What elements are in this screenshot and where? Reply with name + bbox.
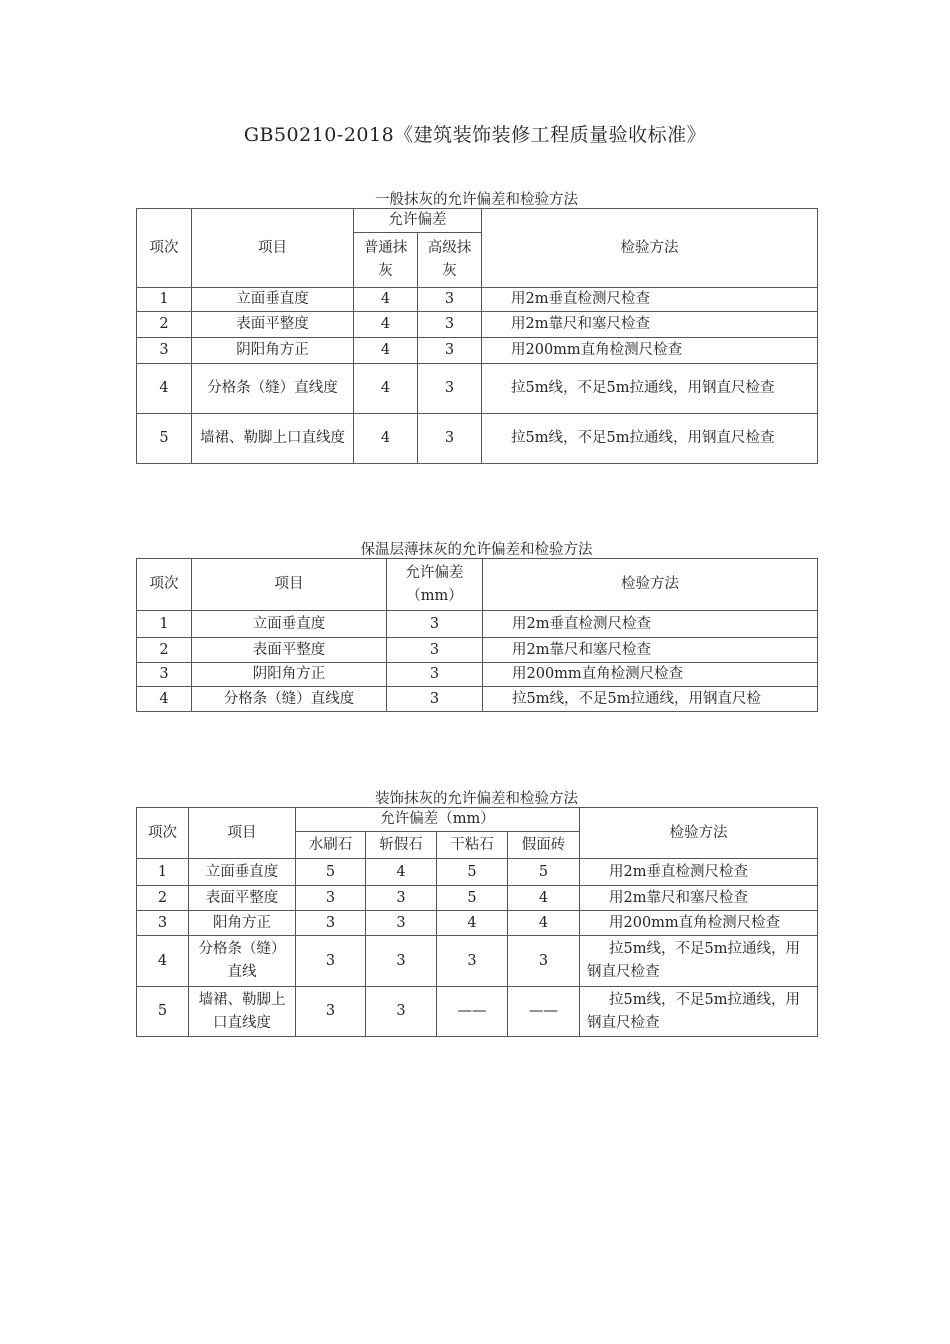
row-value: 3 bbox=[366, 886, 437, 911]
table-row bbox=[137, 859, 818, 886]
document-title: GB50210-2018《建筑装饰装修工程质量验收标准》 bbox=[243, 124, 707, 146]
row-value: 3 bbox=[296, 911, 366, 936]
row-method bbox=[482, 414, 818, 464]
row-no: 1 bbox=[137, 288, 192, 312]
row-item: 墙裙、勒脚上口直线度 bbox=[189, 987, 296, 1037]
row-value: 3 bbox=[508, 936, 580, 987]
table-row bbox=[137, 312, 818, 338]
row-item: 表面平整度 bbox=[189, 886, 296, 911]
row-value: 5 bbox=[296, 859, 366, 886]
row-no: 4 bbox=[137, 364, 192, 414]
row-value: 3 bbox=[366, 936, 437, 987]
row-no: 5 bbox=[137, 414, 192, 464]
row-item: 阴阳角方正 bbox=[192, 338, 354, 364]
row-normal: 4 bbox=[354, 288, 418, 312]
table-row bbox=[137, 414, 818, 464]
row-method-text: 拉5m线，不足5m拉通线，用钢直尺检查 bbox=[587, 941, 800, 980]
row-value: 5 bbox=[508, 859, 580, 886]
row-value: 4 bbox=[508, 886, 580, 911]
row-no: 3 bbox=[137, 911, 189, 936]
row-method-text: 拉5m线，不足5m拉通线，用钢直尺检查 bbox=[587, 991, 800, 1031]
header-ganzhanshi: 干粘石 bbox=[437, 832, 508, 859]
row-method-text: 用2m靠尺和塞尺检查 bbox=[512, 641, 651, 658]
header-tolerance: 允许偏差 bbox=[354, 209, 482, 233]
table-row bbox=[137, 687, 818, 712]
header-tolerance: 允许偏差（mm） bbox=[296, 808, 580, 832]
row-advanced: 3 bbox=[418, 288, 482, 312]
table-row bbox=[137, 611, 818, 638]
row-value: 3 bbox=[296, 987, 366, 1037]
row-no: 3 bbox=[137, 338, 192, 364]
row-value: 3 bbox=[366, 911, 437, 936]
row-method bbox=[483, 611, 818, 638]
general-plaster-table bbox=[136, 208, 818, 464]
row-method-text: 用2m靠尺和塞尺检查 bbox=[511, 316, 650, 332]
header-zhanjiashi: 斩假石 bbox=[366, 832, 437, 859]
row-item: 分格条（缝）直线 bbox=[189, 936, 296, 987]
row-method-text: 用2m垂直检测尺检查 bbox=[512, 615, 651, 632]
row-no: 1 bbox=[137, 611, 192, 638]
row-no: 4 bbox=[137, 687, 192, 712]
table-row bbox=[137, 886, 818, 911]
row-no: 2 bbox=[137, 886, 189, 911]
table-row bbox=[137, 987, 818, 1037]
row-method-text: 拉5m线，不足5m拉通线，用钢直尺检查 bbox=[511, 430, 775, 446]
row-tolerance: 3 bbox=[387, 638, 483, 663]
row-item: 立面垂直度 bbox=[192, 288, 354, 312]
row-method bbox=[580, 911, 818, 936]
row-method-text: 用200mm直角检测尺检查 bbox=[511, 342, 683, 358]
row-value: —— bbox=[508, 987, 580, 1037]
header-jiamianzhuan: 假面砖 bbox=[508, 832, 580, 859]
row-item: 阴阳角方正 bbox=[192, 663, 387, 687]
row-advanced: 3 bbox=[418, 364, 482, 414]
row-no: 1 bbox=[137, 859, 189, 886]
row-value: —— bbox=[437, 987, 508, 1037]
header-shuishuashi: 水刷石 bbox=[296, 832, 366, 859]
row-value: 3 bbox=[437, 936, 508, 987]
row-no: 2 bbox=[137, 638, 192, 663]
table2-caption: 保温层薄抹灰的允许偏差和检验方法 bbox=[360, 542, 593, 558]
row-method bbox=[483, 663, 818, 687]
row-normal: 4 bbox=[354, 414, 418, 464]
row-method-text: 用2m靠尺和塞尺检查 bbox=[609, 889, 748, 906]
header-method: 检验方法 bbox=[580, 808, 818, 859]
row-value: 4 bbox=[508, 911, 580, 936]
row-method bbox=[482, 312, 818, 338]
row-method bbox=[483, 638, 818, 663]
header-item: 项目 bbox=[192, 209, 354, 288]
row-item: 表面平整度 bbox=[192, 638, 387, 663]
row-value: 5 bbox=[437, 859, 508, 886]
header-no: 项次 bbox=[137, 808, 189, 859]
row-normal: 4 bbox=[354, 338, 418, 364]
table1-caption: 一般抹灰的允许偏差和检验方法 bbox=[375, 192, 578, 208]
table-row bbox=[137, 288, 818, 312]
header-method: 检验方法 bbox=[482, 209, 818, 288]
header-item: 项目 bbox=[192, 559, 387, 611]
row-normal: 4 bbox=[354, 312, 418, 338]
table-row bbox=[137, 638, 818, 663]
row-method bbox=[482, 338, 818, 364]
decorative-plaster-table bbox=[136, 807, 818, 1037]
row-item: 分格条（缝）直线度 bbox=[192, 687, 387, 712]
insulation-plaster-table bbox=[136, 558, 818, 712]
row-advanced: 3 bbox=[418, 312, 482, 338]
row-method bbox=[580, 987, 818, 1037]
row-no: 2 bbox=[137, 312, 192, 338]
row-value: 4 bbox=[366, 859, 437, 886]
header-item: 项目 bbox=[189, 808, 296, 859]
row-no: 3 bbox=[137, 663, 192, 687]
row-method bbox=[482, 364, 818, 414]
row-item: 分格条（缝）直线度 bbox=[192, 364, 354, 414]
table-row bbox=[137, 338, 818, 364]
row-method-text: 用200mm直角检测尺检查 bbox=[609, 914, 781, 931]
row-method bbox=[580, 886, 818, 911]
row-value: 3 bbox=[296, 936, 366, 987]
row-method-text: 拉5m线，不足5m拉通线，用钢直尺检查 bbox=[511, 380, 775, 396]
row-item: 立面垂直度 bbox=[189, 859, 296, 886]
row-tolerance: 3 bbox=[387, 611, 483, 638]
header-method: 检验方法 bbox=[483, 559, 818, 611]
table3-caption: 装饰抹灰的允许偏差和检验方法 bbox=[375, 791, 578, 807]
row-tolerance: 3 bbox=[387, 687, 483, 712]
header-no: 项次 bbox=[137, 559, 192, 611]
row-method-text: 用2m垂直检测尺检查 bbox=[511, 291, 650, 307]
row-normal: 4 bbox=[354, 364, 418, 414]
row-item: 表面平整度 bbox=[192, 312, 354, 338]
row-value: 5 bbox=[437, 886, 508, 911]
table-row bbox=[137, 911, 818, 936]
row-advanced: 3 bbox=[418, 414, 482, 464]
row-no: 4 bbox=[137, 936, 189, 987]
row-item: 墙裙、勒脚上口直线度 bbox=[192, 414, 354, 464]
row-advanced: 3 bbox=[418, 338, 482, 364]
table-row bbox=[137, 936, 818, 987]
table-row bbox=[137, 663, 818, 687]
row-item: 阳角方正 bbox=[189, 911, 296, 936]
header-normal: 普通抹灰 bbox=[354, 233, 418, 288]
row-method-text: 用200mm直角检测尺检查 bbox=[512, 666, 684, 682]
row-method bbox=[482, 288, 818, 312]
header-advanced: 高级抹灰 bbox=[418, 233, 482, 288]
row-item: 立面垂直度 bbox=[192, 611, 387, 638]
table-row bbox=[137, 364, 818, 414]
row-tolerance: 3 bbox=[387, 663, 483, 687]
row-method-text: 用2m垂直检测尺检查 bbox=[609, 863, 748, 880]
row-no: 5 bbox=[137, 987, 189, 1037]
row-method-text: 拉5m线，不足5m拉通线，用钢直尺检 bbox=[512, 690, 761, 707]
header-tolerance: 允许偏差（mm） bbox=[387, 559, 483, 611]
row-value: 3 bbox=[366, 987, 437, 1037]
row-method bbox=[580, 859, 818, 886]
row-method bbox=[483, 687, 818, 712]
row-value: 4 bbox=[437, 911, 508, 936]
row-method bbox=[580, 936, 818, 987]
header-no: 项次 bbox=[137, 209, 192, 288]
row-value: 3 bbox=[296, 886, 366, 911]
